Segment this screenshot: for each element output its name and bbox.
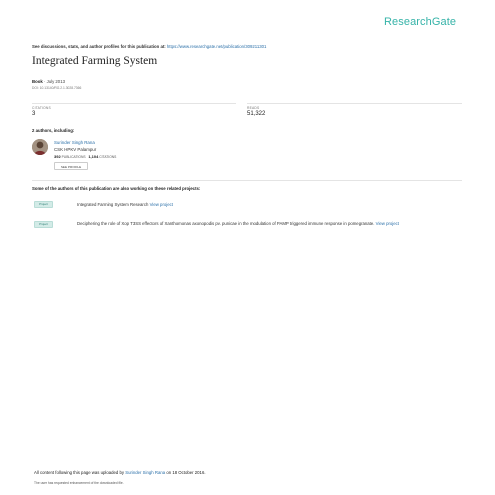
divider <box>32 180 462 181</box>
publication-date: July 2013 <box>46 79 65 84</box>
view-project-link[interactable]: View project <box>375 221 399 226</box>
project-badge: Project <box>34 201 53 208</box>
see-profile-button[interactable]: SEE PROFILE <box>54 162 88 170</box>
divider <box>247 103 462 104</box>
avatar-photo <box>32 139 48 155</box>
project-title: Deciphering the role of Xop T3SS effectors of Xanthomonas axonopodis pv. punicae in the modulation of PAMP triggered immune response in pomegranate. <box>77 221 375 226</box>
author-name-link[interactable]: Surinder Singh Rana <box>54 140 95 145</box>
enhancement-note: The user has requested enhancement of the downloaded file. <box>34 481 124 485</box>
author-citations-count: 1,104 <box>88 154 99 159</box>
publication-meta <box>32 79 65 84</box>
author-affiliation: CSK HPKV Palampur <box>54 147 97 152</box>
author-avatar[interactable] <box>32 139 48 155</box>
citations-label: CITATIONS <box>32 106 51 110</box>
top-note-text: See discussions, stats, and author profiles for this publication at: <box>32 44 167 49</box>
upload-note-mid: on <box>165 470 173 475</box>
authors-heading-text: 2 authors, including: <box>32 128 75 133</box>
publication-title: Integrated Farming System <box>32 55 158 67</box>
citations-value: 3 <box>32 111 36 117</box>
project-title: Integrated Farming System Research <box>77 202 149 207</box>
view-project-link[interactable]: View project <box>149 202 173 207</box>
reads-label: READS <box>247 106 260 110</box>
uploader-link[interactable]: Surinder Singh Rana <box>125 470 166 475</box>
publication-doi: DOI: 10.13140/RG.2.1.3028.7366 <box>32 86 82 90</box>
project-badge: Project <box>34 221 53 228</box>
divider <box>32 103 236 104</box>
publication-type: Book <box>32 79 43 84</box>
project-item <box>77 221 399 226</box>
publication-url-link[interactable]: https://www.researchgate.net/publication/309211301 <box>166 44 267 49</box>
author-publications-count: 392 <box>54 154 61 159</box>
projects-heading: Some of the authors of this publication are also working on these related projects: <box>32 186 201 191</box>
author-stats <box>54 154 116 159</box>
upload-date: 18 October 2016. <box>172 470 206 475</box>
authors-heading <box>32 128 74 133</box>
project-item <box>77 202 173 207</box>
top-note <box>32 44 266 49</box>
reads-value: 51,322 <box>247 111 266 117</box>
researchgate-logo[interactable]: ResearchGate <box>384 16 457 28</box>
meta-separator: · <box>42 79 47 84</box>
author-publications-label: PUBLICATIONS <box>61 155 86 159</box>
upload-note <box>34 470 206 475</box>
author-citations-label: CITATIONS <box>99 155 117 159</box>
upload-note-prefix: All content following this page was uploaded by <box>34 470 126 475</box>
